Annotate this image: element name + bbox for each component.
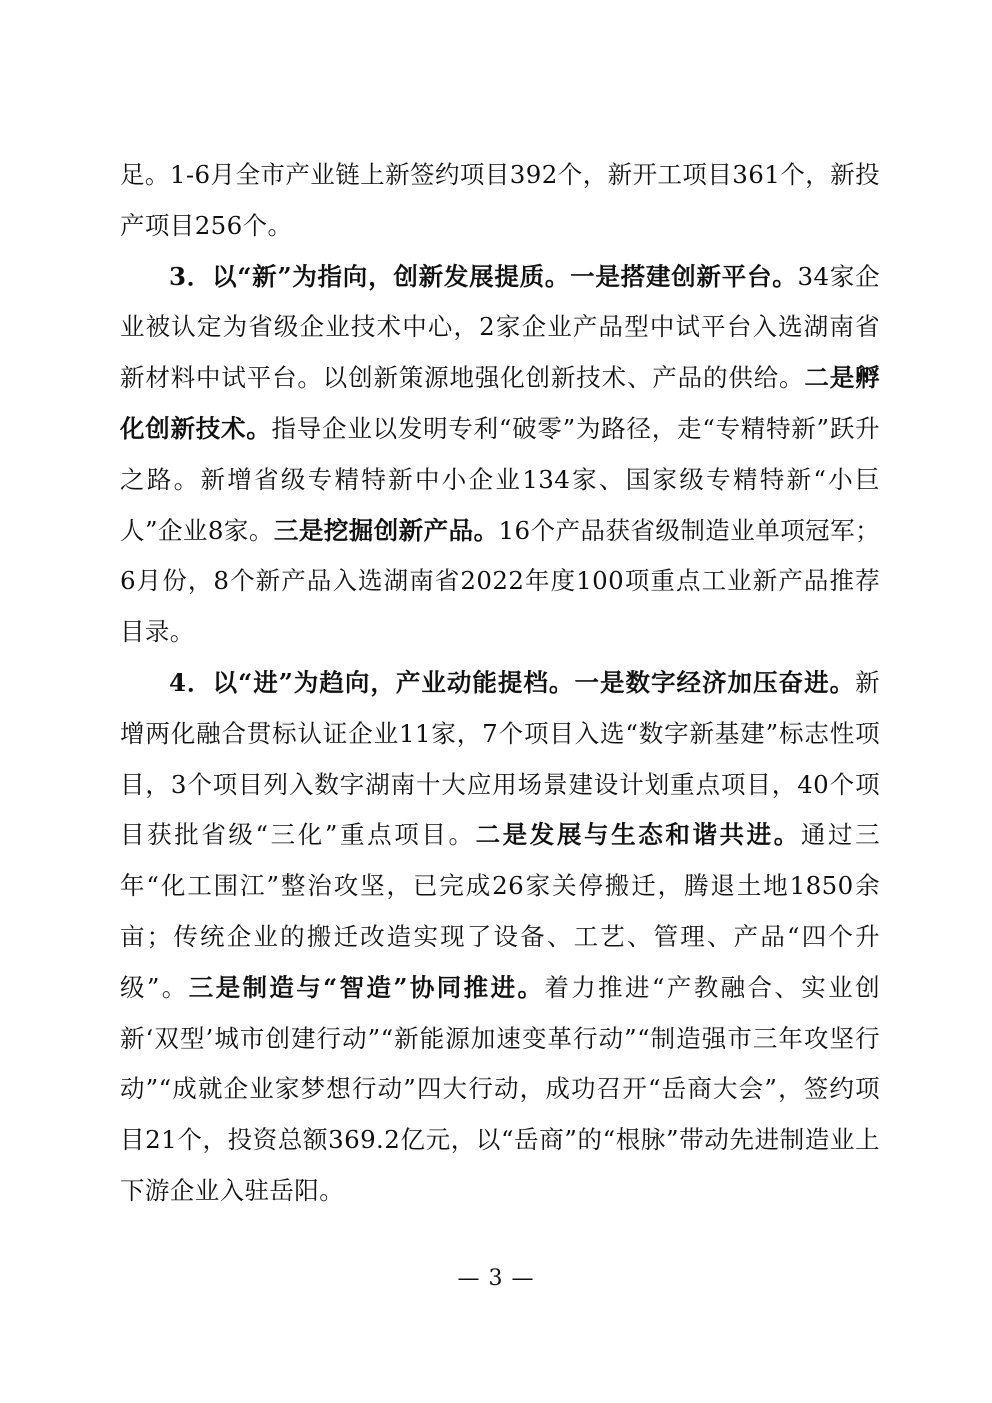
subpoint-heading: 一是搭建创新平台。 (570, 261, 798, 291)
paragraph-section-4 (120, 658, 880, 1217)
text-segment: 16个产品获省级制造业单项冠军；6月份，8个新产品入选湖南省2022年度100项重点工业新产品推荐目录。 (120, 515, 880, 647)
subpoint-heading: 三是制造与“智造”协同推进。 (188, 972, 545, 1002)
text-segment: 着力推进“产教融合、实业创新‘双型’城市创建行动”“新能源加速变革行动”“制造强市三年攻坚行动”“成就企业家梦想行动”四大行动，成功召开“岳商大会”，签约项目21个，投资总额369.2亿元，以“岳商”的“根脉”带动先进制造业上下游企业入驻岳阳。 (120, 972, 880, 1205)
subpoint-heading: 二是孵化创新技术。 (120, 363, 880, 443)
section-heading-3: 3．以“新”为指向，创新发展提质。 (169, 261, 571, 291)
paragraph-continuation (120, 150, 880, 252)
section-heading-4: 4．以“进”为趋向，产业动能提档。 (169, 667, 575, 697)
text-segment: 新增两化融合贯标认证企业11家，7个项目入选“数字新基建”标志性项目，3个项目列入数字湖南十大应用场景建设计划重点项目，40个项目获批省级“三化”重点项目。 (120, 667, 880, 850)
subpoint-heading: 三是挖掘创新产品。 (273, 515, 499, 545)
page-number: — 3 — (457, 1266, 535, 1291)
text-segment: 34家企业被认定为省级企业技术中心，2家企业产品型中试平台入选湖南省新材料中试平台。以创新策源地强化创新技术、产品的供给。 (120, 261, 880, 393)
text-segment: 指导企业以发明专利“破零”为路径，走“专精特新”跃升之路。新增省级专精特新中小企业134家、国家级专精特新“小巨人”企业8家。 (120, 413, 880, 545)
text-segment: 通过三年“化工围江”整治攻坚，已完成26家关停搬迁，腾退土地1850余亩；传统企业的搬迁改造实现了设备、工艺、管理、产品“四个升级”。 (120, 820, 880, 1002)
paragraph-section-3 (120, 252, 880, 658)
subpoint-heading: 一是数字经济加压奋进。 (574, 667, 856, 697)
subpoint-heading: 二是发展与生态和谐共进。 (475, 820, 801, 850)
text-segment: 足。1-6月全市产业链上新签约项目392个，新开工项目361个，新投产项目256个。 (120, 160, 880, 240)
document-body (120, 150, 880, 1217)
